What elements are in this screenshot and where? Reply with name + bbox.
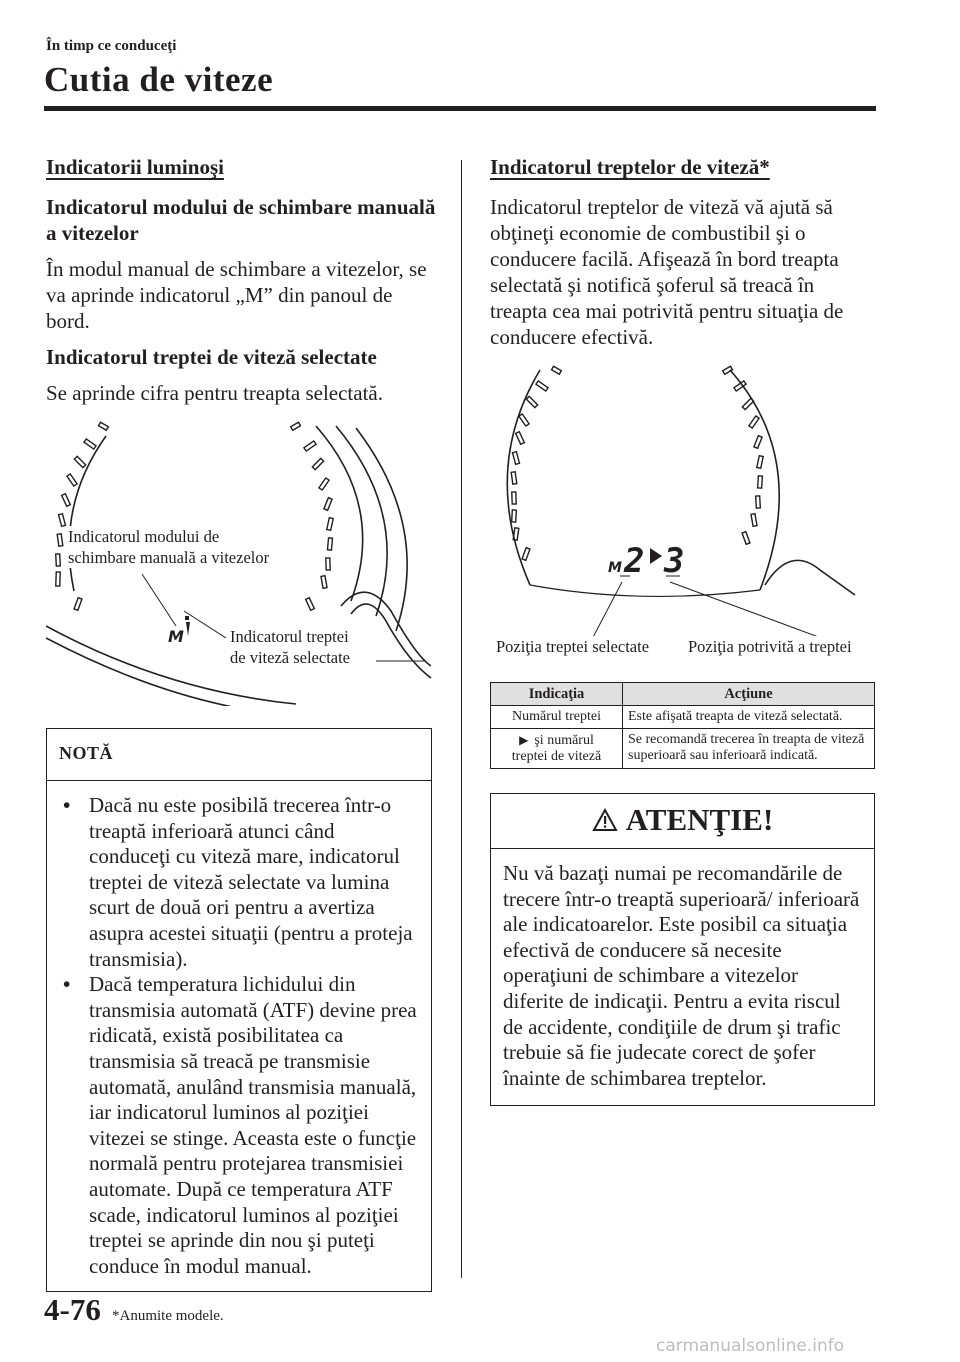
- caution-header: [491, 794, 874, 849]
- note-item: • Dacă nu este posibilă trecerea într-o treaptă inferioară atunci când conduceţi cu viteză mare, indicatorul treptei de viteză selectate va lumina scurt de două ori pentru a avertiza asupra acestei situaţii (pentru a proteja transmisia).: [63, 793, 413, 971]
- note-item: • Dacă temperatura lichidului din transmisia automată (ATF) devine prea ridicată, există posibilitatea ca transmisia să treacă pe transmisie automată, anulând transmisia manuală, iar indicatorul luminos al poziţiei vitezei se stinge. Aceasta este o funcţie normală pentru protejarea transmisiei automate. După ce temperatura ATF scade, indicatorul luminos al poziţiei treptei se aprinde din nou şi puteţi conduce în modul manual.: [63, 972, 417, 1278]
- gear-selected-digit: 2: [624, 541, 645, 581]
- watermark: carmanualsonline.info: [656, 1336, 845, 1356]
- section-title-indicators: Indicatorii luminoşi: [46, 155, 224, 179]
- selected-gear-text: Se aprinde cifra pentru treapta selectată.: [46, 381, 383, 405]
- caution-title: ATENŢIE!: [625, 802, 774, 837]
- table-row: [491, 706, 875, 729]
- label-selected-gear-indicator: Indicatorul treptei de viteză selectate: [230, 627, 351, 667]
- table-cell-action: Este afişată treapta de viteză selectată.: [623, 706, 875, 729]
- note-box: [46, 728, 432, 1292]
- running-head: În timp ce conduceţi: [46, 38, 177, 54]
- manual-mode-text: În modul manual de schimbare a vitezelor, se va aprinde indicatorul „M” din panoul de bord.: [46, 257, 427, 333]
- column-divider: [461, 160, 462, 1278]
- page-number: 4-76: [44, 1292, 101, 1327]
- selected-gear-title: Indicatorul treptei de viteză selectate: [46, 345, 377, 369]
- gear-indicator-intro: Indicatorul treptelor de viteză vă ajută să obţineţi economie de combustibil şi o conducere facilă. Afişează în bord treapta selectată şi notifică şoferul să treacă în treapta cea mai potrivită pentru situaţia de conducere efectivă.: [490, 195, 844, 349]
- indication-table: [490, 682, 875, 769]
- label-selected-position: Poziţia treptei selectate: [496, 637, 650, 656]
- gear-indicator-figure: [490, 360, 875, 660]
- shift-arrow-icon: ▶: [519, 733, 529, 747]
- warning-triangle-icon: [592, 808, 618, 832]
- manual-mode-figure: [46, 416, 436, 706]
- table-header-indication: Indicaţia: [491, 683, 623, 706]
- right-column: [490, 155, 880, 1106]
- table-cell-action: Se recomandă trecerea în treapta de viteză superioară sau inferioară indicată.: [623, 729, 875, 769]
- table-row: [491, 729, 875, 769]
- footnote: *Anumite modele.: [112, 1308, 224, 1324]
- table-cell-indication: Numărul treptei: [491, 706, 623, 729]
- note-list: [47, 781, 431, 1291]
- shift-arrow-icon: [650, 548, 662, 564]
- chapter-title: Cutia de viteze: [44, 60, 274, 99]
- label-recommended-position: Poziţia potrivită a treptei: [688, 637, 852, 656]
- manual-mode-title: Indicatorul modului de schimbare manuală a vitezelor: [46, 195, 436, 245]
- caution-text: Nu vă bazaţi numai pe recomandările de trecere într-o treaptă superioară/ inferioară ale indicatoarelor. Este posibil ca situaţia efectivă de conducere să necesite operaţiuni de schimbare a vitezelor diferite de indicaţii. Pentru a evita riscul de accidente, condiţiile de drum şi trafic trebuie să fie judecate corect de şofer înainte de schimbarea treptelor.: [503, 861, 860, 1090]
- section-title-gear-indicator: Indicatorul treptelor de viteză*: [490, 155, 770, 179]
- m-indicator: M: [168, 627, 184, 646]
- caution-box: [490, 793, 875, 1106]
- title-rule: [44, 106, 876, 111]
- note-title: NOTĂ: [47, 729, 431, 781]
- gear-indicator-illustration: [490, 360, 875, 660]
- left-column: [46, 155, 436, 1292]
- table-header-action: Acţiune: [623, 683, 875, 706]
- gear-suggested-digit: 3: [664, 541, 685, 581]
- gear-m-indicator: M: [608, 560, 622, 576]
- label-manual-mode-indicator: Indicatorul modului de schimbare manuală a vitezelor: [68, 527, 270, 567]
- table-cell-indication: ▶ şi numărul treptei de viteză: [491, 729, 623, 769]
